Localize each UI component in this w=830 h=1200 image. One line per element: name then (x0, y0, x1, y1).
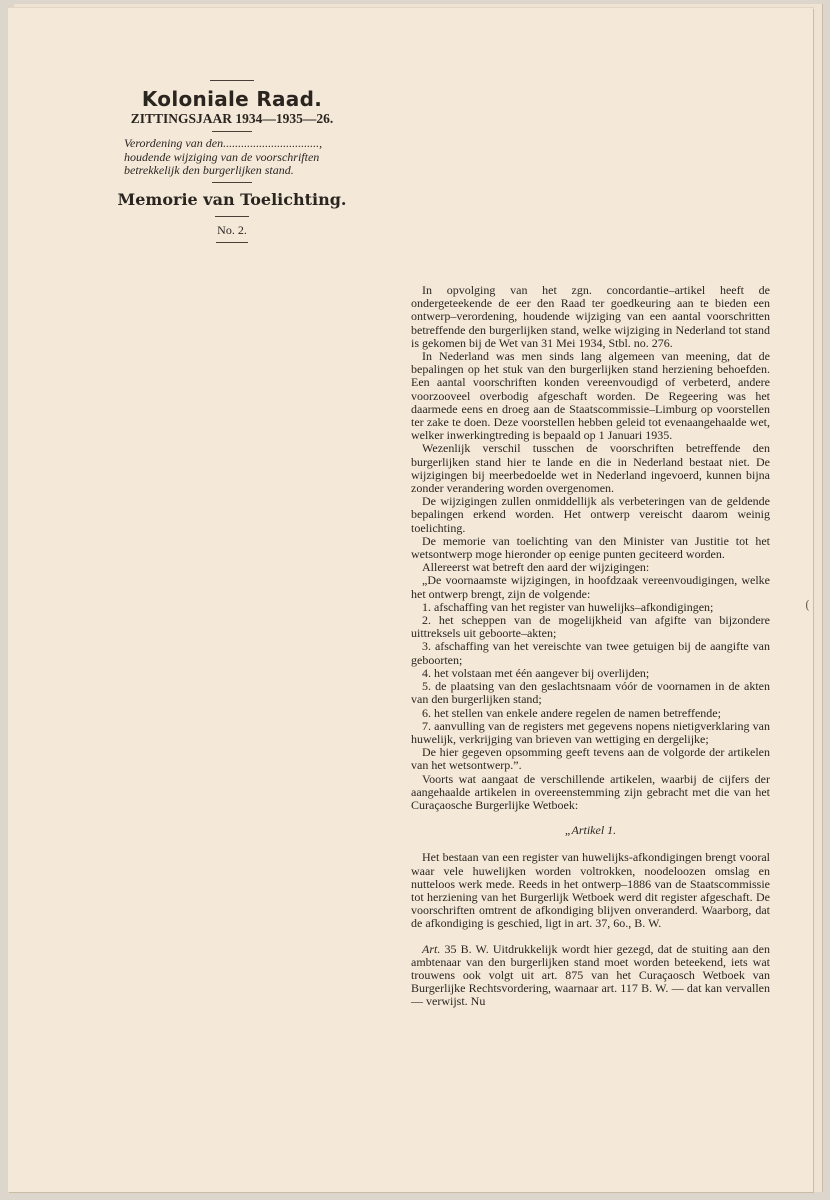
list-item: 1. afschaffing van het register van huwelijks–afkondigingen; (422, 599, 714, 614)
session-year: ZITTINGSJAAR 1934—1935—26. (130, 111, 334, 126)
rule-5 (216, 242, 248, 243)
paragraph: Allereerst wat betreft den aard der wijzigingen: (422, 560, 650, 575)
paragraph: In Nederland was men sinds lang algemeen van meening, dat de bepalingen op het stuk van den burgerlijken stand herziening behoefden. Een aantal voorschriften konden vereenvoudigd of verbeterd, andere voorzooveel overbodig afgeschaft worden. De Regeering was het daarmede eens en droeg aan de Staatscommissie–Limburg op voorstellen ter zake te doen. Deze voorstellen hebben geleid tot evenaangehaalde wet, welker inwerkingtreding is bepaald op 1 Januari 1935. (411, 349, 770, 443)
article-heading: „Artikel 1. (564, 823, 617, 838)
paragraph: De wijzigingen zullen onmiddellijk als verbeteringen van de geldende bepalingen erkend worden. Het ontwerp vereischt daarom weinig toelichting. (411, 494, 770, 535)
list-item: 2. het scheppen van de mogelijkheid van afgifte van bijzondere uittreksels uit geboorte–akten; (411, 613, 770, 641)
document-header (104, 80, 360, 243)
memorie-heading: Memorie van Toelichting. (117, 189, 347, 209)
art35-text: 35 B. W. Uitdrukkelijk wordt hier gezegd, dat de stuiting aan den ambtenaar van den burgerlijken stand moet worden beteekend, iets wat trouwens ook volgt uit art. 875 van het Curaçaosch Wetboek van Burgerlijke Rechtsvordering, waarnaar art. 117 B. W. — dat kan vervallen — verwijst. Nu (411, 941, 771, 1009)
rule-3 (212, 182, 252, 183)
paragraph: In opvolging van het zgn. concordantie–artikel heeft de ondergeteekende de eer den Raad ter goedkeuring aan te bieden een ontwerp–verordening, houdende wijziging van een aantal voorschritten betreffende den burgerlijken stand, welke wijziging in Nederland tot stand is gekomen bij de Wet van 31 Mei 1934, Stbl. no. 276. (411, 283, 770, 350)
list-item: 5. de plaatsing van den geslachtsnaam vóór de voornamen in de akten van den burgerlijken stand; (411, 679, 770, 707)
list-item: 7. aanvulling van de registers met gegevens nopens nietigverklaring van huwelijk, verkrijging van brieven van wettiging en dergelijke; (411, 718, 770, 746)
body-text (411, 284, 770, 1009)
article-paragraph: Het bestaan van een register van huwelijks-afkondigingen brengt vooral waar vele huwelijken worden voltrokken, noodeloozen omslag en nutteloos werk mede. Reeds in het ontwerp–1886 van de Staatscommissie tot herziening van het Burgerlijk Wetboek werd dit register afgeschaft. De voorschriften omtrent de afkondiging blijven onveranderd. Waarborg, dat de afkondiging is geschied, ligt in art. 37, 6o., B. W. (411, 850, 770, 931)
paragraph: De memorie van toelichting van den Minister van Justitie tot het wetsontwerp moge hieronder op eenige punten geciteerd worden. (411, 533, 770, 562)
paragraph: Voorts wat aangaat de verschillende artikelen, waarbij de cijfers der aangehaalde artikelen in overeenstemming zijn gebracht met die van het Curaçaosche Burgerlijke Wetboek: (411, 771, 770, 812)
paragraph: Wezenlijk verschil tusschen de voorschriften betreffende den burgerlijken stand hier te lande en die in Nederland bestaat niet. De wijzigingen bij meerbedoelde wet in Nederland ingevoerd, kunnen bijna zonder verandering worden overgenomen. (411, 441, 770, 496)
ordinance-title: Verordening van den................................, houdende wijziging van de voorschriften betrekkelijk den burgerlijken stand. (124, 136, 323, 177)
art35-paragraph (411, 943, 770, 1009)
list-item: 4. het volstaan met één aangever bij overlijden; (422, 665, 650, 680)
quote-intro: „De voornaamste wijzigingen, in hoofdzaak vereenvoudigingen, welke het ontwerp brengt, zijn de volgende: (411, 573, 770, 601)
art35-label: Art. (422, 941, 441, 956)
top-rule (210, 80, 254, 81)
rule-4 (215, 216, 249, 217)
list-item: 3. afschaffing van het vereischte van twee getuigen bij de aangifte van geboorten; (411, 639, 770, 667)
document-number: No. 2. (217, 222, 247, 237)
margin-mark: ( (805, 598, 810, 612)
list-item: 6. het stellen van enkele andere regelen de namen betreffende; (422, 705, 721, 720)
paragraph: De hier gegeven opsomming geeft tevens aan de volgorde der artikelen van het wetsontwerp.”. (411, 745, 770, 773)
council-title: Koloniale Raad. (141, 87, 323, 111)
